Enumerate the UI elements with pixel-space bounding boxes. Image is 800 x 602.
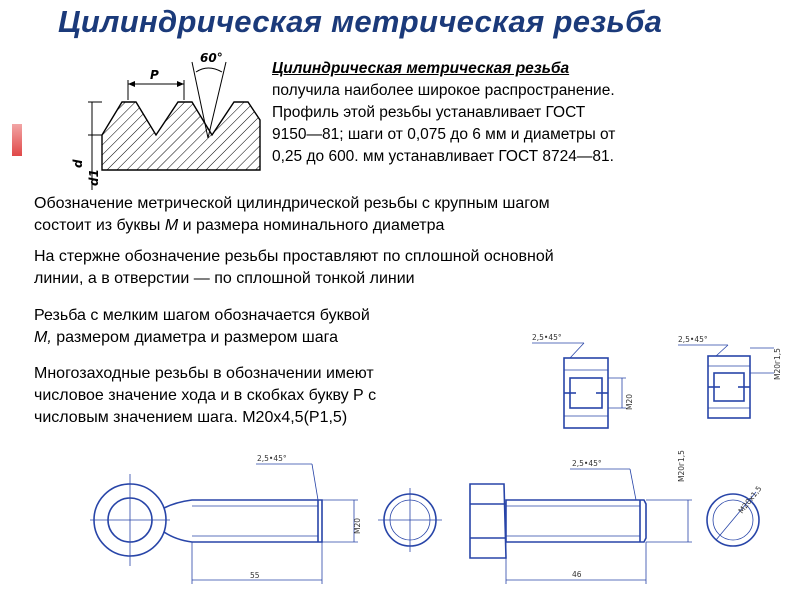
nut-fine-drawing (676, 318, 786, 428)
pitch-label: P (150, 68, 159, 82)
intro-line-1: получила наиболее широкое распространение. (272, 82, 615, 99)
rod-paragraph (34, 246, 784, 290)
nut2-m20-fine-label: М20г1,5 (773, 348, 782, 380)
multi-line-3: числовым значением шага. М20х4,5(Р1,5) (34, 409, 348, 426)
angle-label: 60° (200, 51, 223, 65)
thread-profile-section (102, 102, 260, 170)
multi-line-2: числовое значение хода и в скобках букву Р с (34, 387, 377, 404)
rod-line-1: На стержне обозначение резьбы проставляют по сплошной основной (34, 248, 554, 265)
bolt-length-label: 46 (572, 570, 582, 579)
multi-line-1: Многозаходные резьбы в обозначении имеют (34, 365, 374, 382)
slide-title: Цилиндрическая метрическая резьба (58, 4, 663, 39)
eyebolt-chamfer-label: 2,5•45° (257, 454, 287, 463)
d1-label: d1 (87, 169, 101, 186)
bolt-m20-fine-label: М20г1,5 (677, 450, 686, 482)
intro-line-2: Профиль этой резьбы устанавливает ГОСТ (272, 104, 586, 121)
intro-paragraph (272, 58, 782, 168)
d-label: d (71, 159, 85, 168)
hex-bolt-drawing (460, 450, 764, 602)
bolt-m20x15-label: М20х1,5 (736, 484, 764, 516)
designation-line-1: Обозначение метрической цилиндрической резьбы с крупным шагом (34, 195, 550, 212)
intro-line-4: 0,25 до 600. мм устанавливает ГОСТ 8724—81. (272, 148, 614, 165)
thread-profile-drawing (71, 50, 268, 190)
eyebolt-length-label: 55 (250, 571, 260, 580)
fine-line-1: Резьба с мелким шагом обозначается буквой (34, 307, 370, 324)
nut1-chamfer-label: 2,5•45° (532, 333, 562, 342)
nut2-chamfer-label: 2,5•45° (678, 335, 708, 344)
nut-coarse-drawing (530, 330, 650, 440)
multistart-paragraph (34, 363, 514, 429)
intro-lead: Цилиндрическая метрическая резьба (272, 60, 570, 77)
designation-line-2: состоит из буквы М и размера номинального диаметра (34, 217, 445, 234)
designation-paragraph (34, 193, 784, 237)
rod-line-2: линии, а в отверстии — по сплошной тонкой линии (34, 270, 415, 287)
fine-pitch-paragraph (34, 305, 514, 349)
fine-line-2: М, размером диаметра и размером шага (34, 329, 339, 346)
bullet-mark (12, 124, 22, 156)
nut1-m20-label: М20 (625, 393, 634, 410)
intro-line-3: 9150—81; шаги от 0,075 до 6 мм и диаметры от (272, 126, 616, 143)
eyebolt-m20-label: М20 (353, 517, 362, 534)
bolt-chamfer-label: 2,5•45° (572, 459, 602, 468)
eyebolt-drawing (92, 452, 452, 602)
